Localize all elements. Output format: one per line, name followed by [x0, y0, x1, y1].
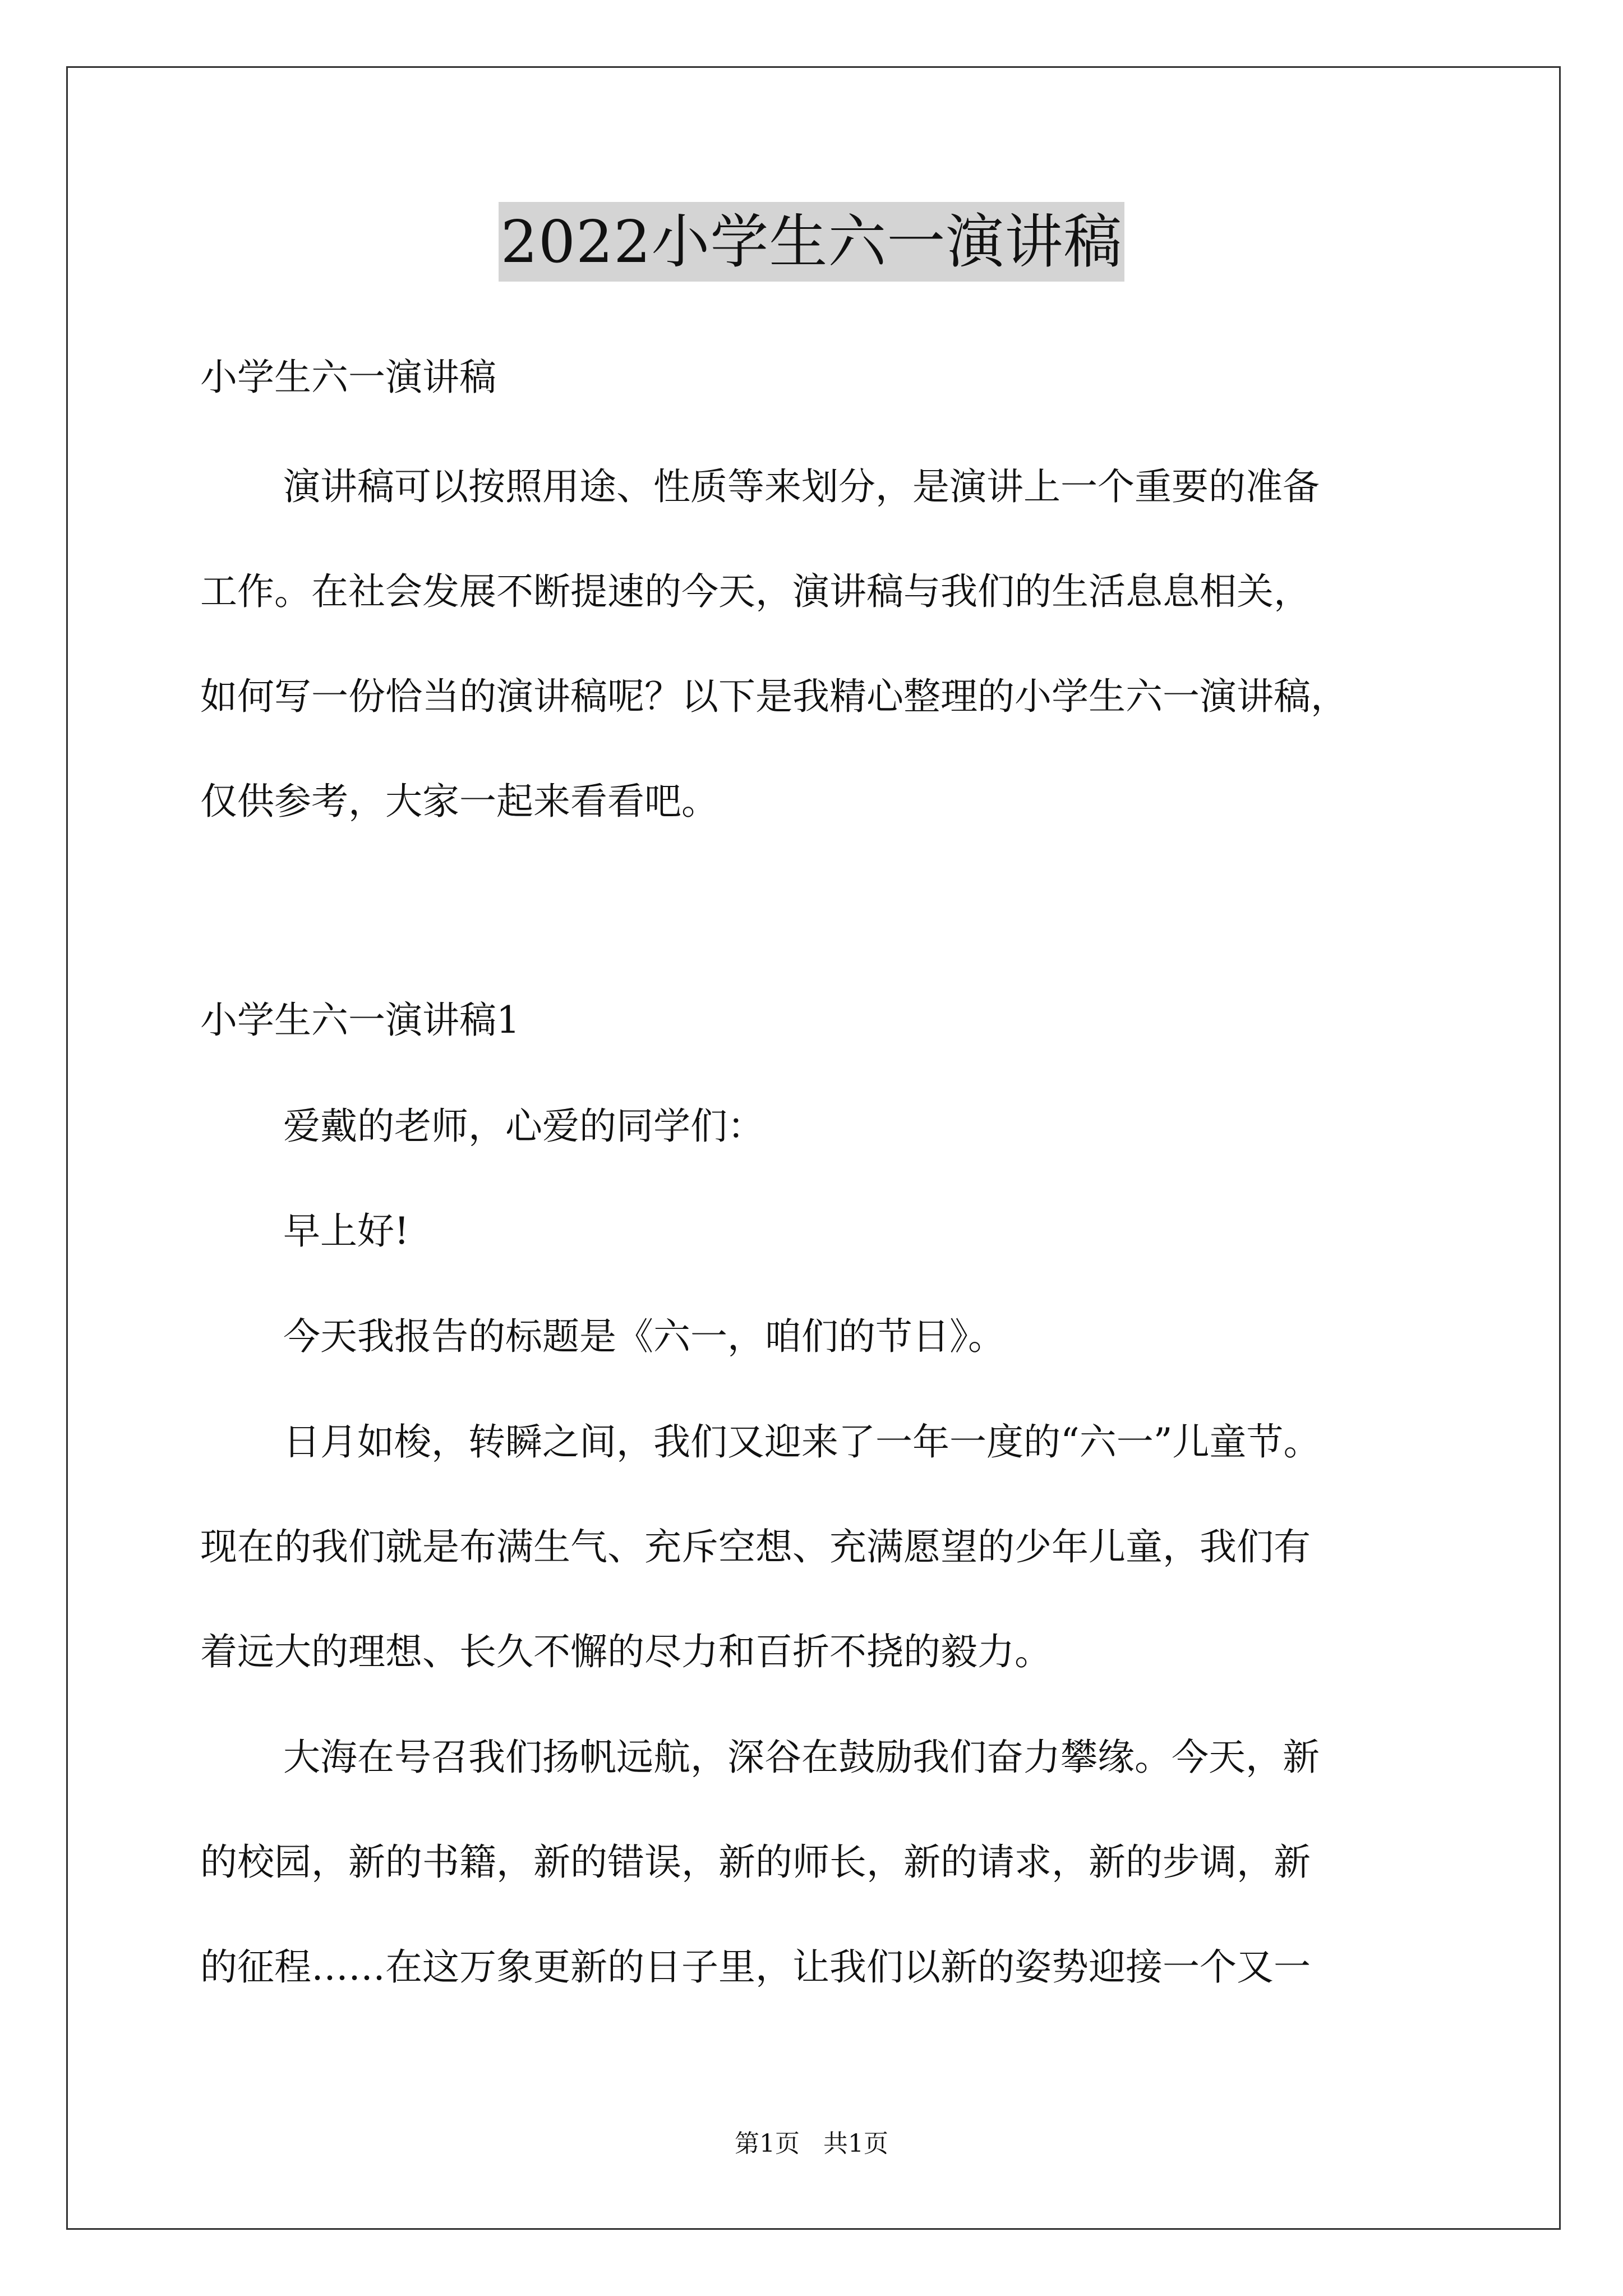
body-line: 日月如梭，转瞬之间，我们又迎来了一年一度的“六一”儿童节。	[283, 1420, 1321, 1464]
title-container	[0, 202, 1623, 282]
body-line: 大海在号召我们扬帆远航，深谷在鼓励我们奋力攀缘。今天，新	[283, 1736, 1320, 1779]
section-heading: 小学生六一演讲稿1	[200, 999, 520, 1042]
page-footer	[0, 2127, 1623, 2161]
document-subtitle: 小学生六一演讲稿	[200, 356, 496, 399]
document-title: 2022小学生六一演讲稿	[499, 202, 1125, 282]
intro-line: 工作。在社会发展不断提速的今天，演讲稿与我们的生活息息相关，	[200, 570, 1311, 613]
body-line: 的征程……在这万象更新的日子里，让我们以新的姿势迎接一个又一	[200, 1945, 1311, 1989]
body-line: 今天我报告的标题是《六一，咱们的节日》。	[283, 1315, 1005, 1358]
intro-line: 仅供参考，大家一起来看看吧。	[200, 780, 718, 823]
body-line: 的校园，新的书籍，新的错误，新的师长，新的请求，新的步调，新	[200, 1841, 1311, 1884]
body-line: 早上好!	[283, 1209, 409, 1253]
body-line: 现在的我们就是布满生气、充斥空想、充满愿望的少年儿童，我们有	[200, 1525, 1311, 1568]
intro-line: 如何写一份恰当的演讲稿呢？以下是我精心整理的小学生六一演讲稿，	[200, 675, 1348, 718]
page-total: 共1页	[823, 2129, 888, 2158]
page-number: 第1页	[735, 2129, 800, 2158]
body-line: 着远大的理想、长久不懈的尽力和百折不挠的毅力。	[200, 1630, 1052, 1673]
intro-line: 演讲稿可以按照用途、性质等来划分，是演讲上一个重要的准备	[283, 465, 1320, 508]
body-line: 爱戴的老师，心爱的同学们：	[283, 1105, 764, 1148]
